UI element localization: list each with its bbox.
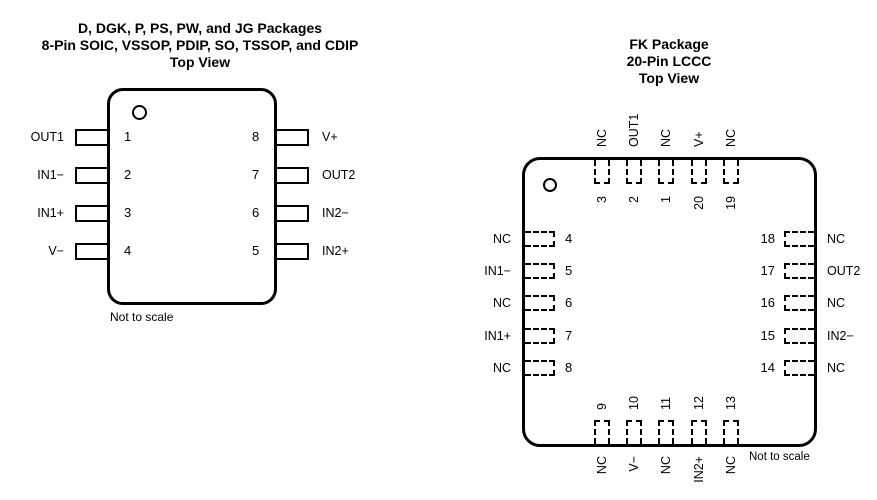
pin-pad (784, 295, 814, 311)
pin-pad (626, 420, 642, 444)
pin-pad (784, 360, 814, 376)
pin-label: IN2− (322, 206, 349, 220)
title-line: Top View (169, 54, 231, 70)
not-to-scale-note: Not to scale (110, 310, 174, 324)
pin-pad (784, 231, 814, 247)
title-line: D, DGK, P, PS, PW, and JG Packages (77, 20, 323, 36)
title-line: 8-Pin SOIC, VSSOP, PDIP, SO, TSSOP, and CDIP (41, 37, 359, 53)
pin-label: NC (659, 128, 673, 147)
title-line: 20-Pin LCCC (626, 53, 712, 69)
pin-pad (723, 160, 739, 184)
pin-label: OUT1 (30, 130, 64, 144)
pin-number: 2 (627, 196, 641, 203)
pin-label: V+ (322, 130, 338, 144)
pin-label: NC (492, 361, 511, 375)
pin-number: 5 (565, 263, 573, 278)
pin-label: V− (48, 244, 64, 258)
pin-number: 3 (124, 205, 132, 220)
pin-label: NC (827, 296, 846, 310)
pin-label: NC (492, 296, 511, 310)
pin-number: 11 (659, 397, 673, 410)
pin-label: OUT2 (322, 168, 356, 182)
pin-number: 14 (760, 360, 775, 375)
pin-label: IN1+ (484, 329, 511, 343)
pin-label: IN1+ (37, 206, 64, 220)
not-to-scale-note: Not to scale (749, 451, 810, 463)
pin-number: 2 (124, 167, 132, 182)
pin-pad (525, 263, 555, 279)
title-line: FK Package (629, 36, 709, 52)
pin-number: 4 (124, 243, 132, 258)
pin-pad (626, 160, 642, 184)
pin-number: 1 (124, 129, 132, 144)
pin-label: IN2+ (692, 456, 706, 483)
pin-label: IN1− (37, 168, 64, 182)
pin-number: 4 (565, 231, 573, 246)
pin-pad (594, 420, 610, 444)
pin-pad (525, 328, 555, 344)
pin-label: NC (595, 128, 609, 147)
pin-label: NC (492, 232, 511, 246)
pin-pad (525, 231, 555, 247)
pin-number: 8 (252, 129, 260, 144)
pin-number: 19 (724, 196, 738, 210)
pin-number: 8 (565, 360, 573, 375)
pin-pad (784, 328, 814, 344)
pin-pad (691, 420, 707, 444)
pin-number: 9 (595, 403, 609, 410)
pin-number: 6 (565, 295, 573, 310)
pin-number: 20 (692, 196, 706, 210)
pin-label: V− (627, 456, 641, 472)
pin-number: 1 (659, 196, 673, 203)
pin-pad (525, 360, 555, 376)
pin-number: 12 (692, 396, 706, 410)
pin-number: 5 (252, 243, 260, 258)
pin-pad (723, 420, 739, 444)
pin-number: 16 (760, 295, 775, 310)
pin-label: NC (724, 456, 738, 475)
pin-label: OUT1 (627, 113, 641, 147)
pin-number: 15 (760, 328, 775, 343)
lccc-package-title (569, 36, 769, 87)
pin-label: NC (827, 232, 846, 246)
pin-pad (784, 263, 814, 279)
pin-number: 10 (627, 396, 641, 410)
pin-number: 18 (760, 231, 775, 246)
pin-number: 7 (252, 167, 260, 182)
pin-number: 3 (595, 196, 609, 203)
pin-label: IN2+ (322, 244, 349, 258)
pin-label: IN1− (484, 264, 511, 278)
pin-pad (658, 160, 674, 184)
pin-label: V+ (692, 131, 706, 147)
pin-pad (658, 420, 674, 444)
pin-number: 13 (724, 396, 738, 410)
pin-label: NC (659, 456, 673, 475)
pin-label: NC (827, 361, 846, 375)
title-line: Top View (638, 70, 700, 86)
pin-label: IN2− (827, 329, 854, 343)
pin-pad (691, 160, 707, 184)
pin-number: 7 (565, 328, 573, 343)
pin-pad (594, 160, 610, 184)
pin-number: 17 (760, 263, 775, 278)
pin-label: NC (724, 128, 738, 147)
pin-label: NC (595, 456, 609, 475)
pin-pad (525, 295, 555, 311)
pin-label: OUT2 (827, 264, 861, 278)
pin1-indicator-icon (543, 178, 557, 192)
pin-number: 6 (252, 205, 260, 220)
